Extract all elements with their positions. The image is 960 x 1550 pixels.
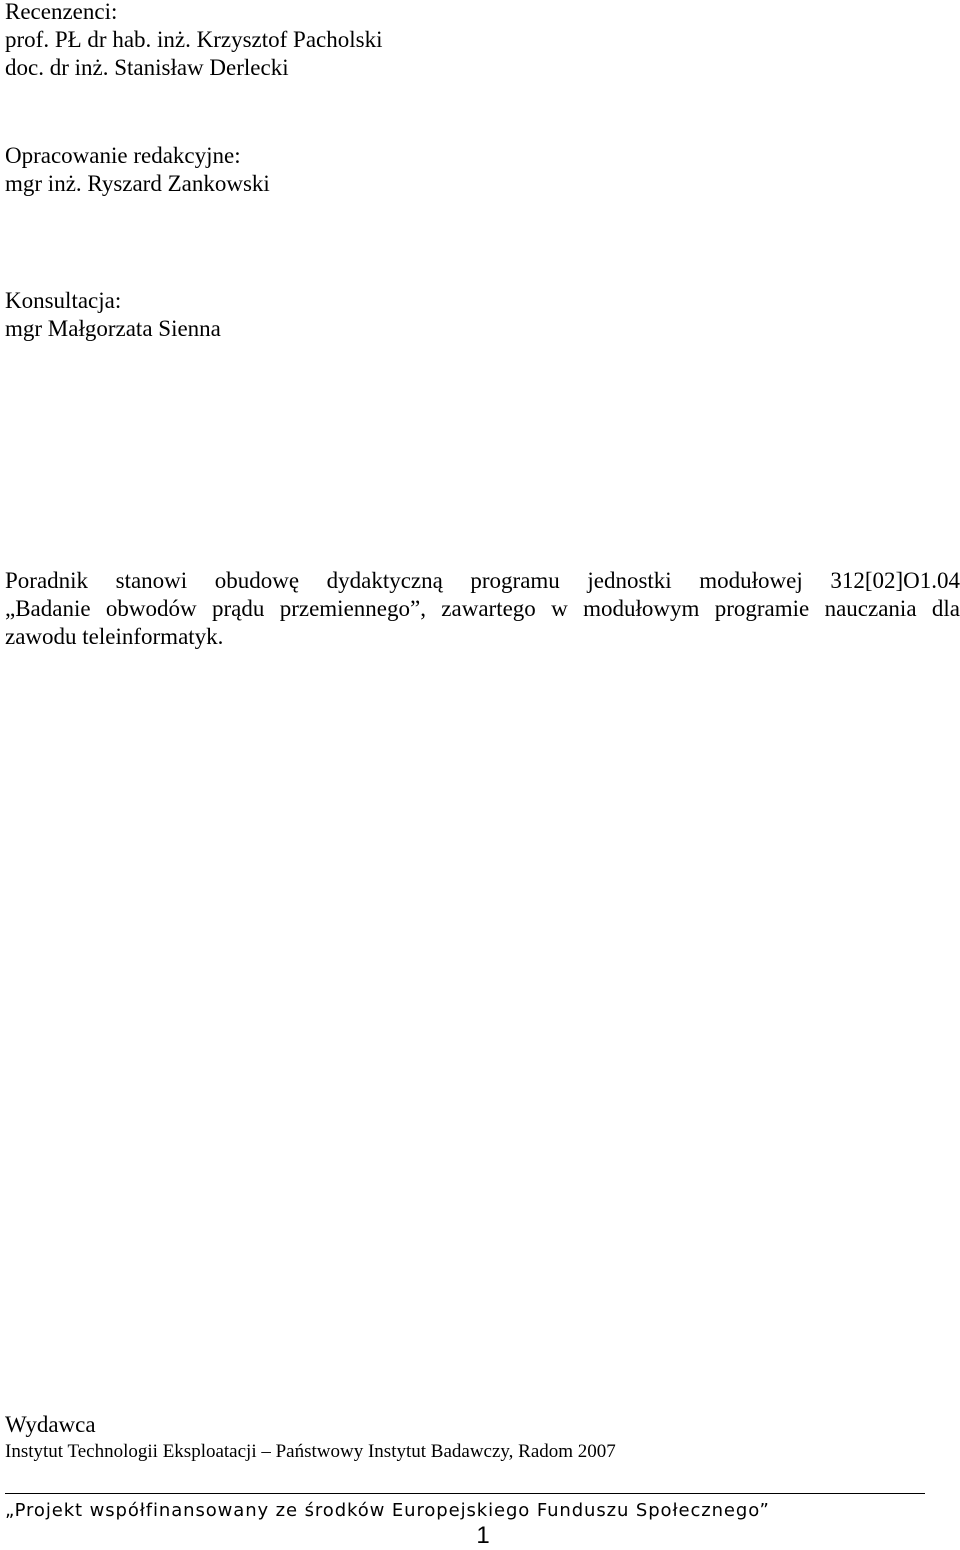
consultation-section [5,287,221,343]
editor-name: mgr inż. Ryszard Zankowski [5,171,270,196]
description-paragraph [5,567,960,651]
funding-note: „Projekt współfinansowany ze środków Europejskiego Funduszu Społecznego” [5,1500,770,1521]
editing-heading: Opracowanie redakcyjne: [5,143,241,168]
publisher-name: Instytut Technologii Eksploatacji – Państwowy Instytut Badawczy, Radom 2007 [5,1441,616,1462]
reviewers-section [5,0,383,82]
consultation-heading: Konsultacja: [5,288,122,313]
consultant-name: mgr Małgorzata Sienna [5,316,221,341]
reviewer-name-2: doc. dr inż. Stanisław Derlecki [5,55,289,80]
description-line-1: Poradnik stanowi obudowę dydaktyczną programu jednostki modułowej 312[02]O1.04 [5,568,960,593]
description-line-3: zawodu teleinformatyk. [5,624,224,649]
reviewers-heading: Recenzenci: [5,0,118,24]
footer-divider [5,1493,925,1494]
reviewer-name-1: prof. PŁ dr hab. inż. Krzysztof Pacholski [5,27,383,52]
page-number: 1 [476,1522,490,1549]
editing-section [5,142,270,198]
publisher-label: Wydawca [5,1412,96,1437]
description-line-2: „Badanie obwodów prądu przemiennego”, zawartego w modułowym programie nauczania dla [5,596,960,621]
